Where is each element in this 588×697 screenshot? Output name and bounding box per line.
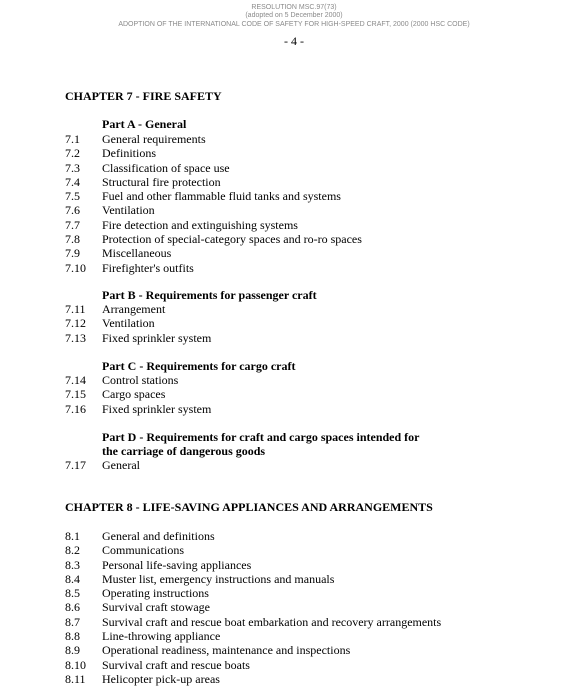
entry-title: Survival craft and rescue boats (102, 657, 250, 672)
part-a-list (0, 132, 588, 275)
toc-entry (0, 161, 588, 175)
entry-number: 7.16 (65, 401, 86, 416)
entry-number: 7.2 (65, 146, 80, 161)
toc-entry (0, 302, 588, 316)
entry-title: Structural fire protection (102, 174, 221, 189)
entry-title: Operational readiness, maintenance and inspections (102, 643, 351, 658)
entry-title: Cargo spaces (102, 387, 166, 402)
part-d-title-line2: the carriage of dangerous goods (102, 444, 266, 458)
entry-title: Protection of special-category spaces and ro-ro spaces (102, 232, 362, 247)
entry-number: 8.6 (65, 600, 80, 615)
toc-entry (0, 218, 588, 232)
toc-entry (0, 402, 588, 416)
entry-title: Ventilation (102, 316, 155, 331)
entry-number: 8.9 (65, 643, 80, 658)
chapter-8-list (0, 529, 588, 686)
page-number: - 4 - (284, 34, 304, 48)
entry-number: 8.7 (65, 614, 80, 629)
entry-number: 8.10 (65, 657, 86, 672)
entry-number: 7.15 (65, 387, 86, 402)
entry-title: Fire detection and extinguishing systems (102, 217, 298, 232)
toc-entry (0, 615, 588, 629)
entry-number: 7.3 (65, 160, 80, 175)
header-resolution: RESOLUTION MSC.97(73) (251, 4, 337, 11)
toc-entry (0, 146, 588, 160)
entry-title: Communications (102, 543, 184, 558)
toc-entry (0, 643, 588, 657)
toc-entry (0, 373, 588, 387)
part-c-title: Part C - Requirements for cargo craft (102, 359, 296, 373)
entry-title: Personal life-saving appliances (102, 557, 252, 572)
toc-entry (0, 572, 588, 586)
entry-number: 7.17 (65, 458, 86, 472)
toc-entry (0, 529, 588, 543)
entry-number: 7.11 (65, 302, 86, 316)
entry-number: 7.7 (65, 217, 80, 232)
header-adopted-date: (adopted on 5 December 2000) (245, 12, 343, 19)
toc-entry (0, 600, 588, 614)
entry-title: General requirements (102, 132, 206, 146)
part-c-list (0, 373, 588, 416)
toc-entry (0, 331, 588, 345)
entry-number: 8.11 (65, 671, 86, 686)
entry-number: 8.2 (65, 543, 80, 558)
part-d-list (0, 458, 588, 472)
entry-title: General and definitions (102, 529, 215, 543)
entry-title: Miscellaneous (102, 246, 172, 261)
toc-entry (0, 175, 588, 189)
entry-title: Control stations (102, 373, 179, 387)
entry-title: Line-throwing appliance (102, 629, 221, 644)
entry-title: General (102, 458, 140, 472)
toc-entry (0, 672, 588, 686)
entry-number: 7.14 (65, 373, 86, 387)
toc-entry (0, 658, 588, 672)
entry-title: Definitions (102, 146, 156, 161)
toc-entry (0, 316, 588, 330)
toc-entry (0, 558, 588, 572)
entry-number: 7.10 (65, 260, 86, 275)
entry-number: 8.5 (65, 586, 80, 601)
entry-title: Firefighter's outfits (102, 260, 194, 275)
entry-title: Survival craft and rescue boat embarkation and recovery arrangements (102, 614, 442, 629)
toc-entry (0, 543, 588, 557)
chapter-7-title: CHAPTER 7 - FIRE SAFETY (65, 89, 222, 103)
toc-entry (0, 261, 588, 275)
entry-number: 7.9 (65, 246, 80, 261)
entry-number: 7.12 (65, 316, 86, 331)
entry-number: 8.1 (65, 529, 80, 543)
entry-title: Helicopter pick-up areas (102, 671, 220, 686)
entry-number: 8.8 (65, 629, 80, 644)
entry-title: Ventilation (102, 203, 155, 218)
entry-title: Fixed sprinkler system (102, 330, 212, 345)
entry-number: 8.4 (65, 571, 80, 586)
toc-entry (0, 246, 588, 260)
entry-title: Survival craft stowage (102, 600, 210, 615)
toc-entry (0, 232, 588, 246)
entry-number: 7.8 (65, 232, 80, 247)
toc-entry (0, 132, 588, 146)
toc-entry (0, 586, 588, 600)
entry-title: Operating instructions (102, 586, 209, 601)
entry-number: 7.13 (65, 330, 86, 345)
entry-number: 7.1 (65, 132, 80, 146)
entry-title: Fixed sprinkler system (102, 401, 212, 416)
entry-number: 7.4 (65, 174, 80, 189)
part-b-list (0, 302, 588, 345)
entry-number: 7.6 (65, 203, 80, 218)
entry-number: 7.5 (65, 189, 80, 204)
part-d-title-line1: Part D - Requirements for craft and cargo spaces intended for (102, 430, 420, 444)
header-code-title: ADOPTION OF THE INTERNATIONAL CODE OF SAFETY FOR HIGH-SPEED CRAFT, 2000 (2000 HSC CODE) (118, 21, 470, 28)
entry-title: Classification of space use (102, 160, 230, 175)
toc-entry (0, 203, 588, 217)
entry-title: Fuel and other flammable fluid tanks and systems (102, 189, 341, 204)
part-b-title: Part B - Requirements for passenger craft (102, 288, 317, 302)
toc-entry (0, 458, 588, 472)
entry-title: Muster list, emergency instructions and manuals (102, 571, 335, 586)
entry-title: Arrangement (102, 302, 166, 316)
toc-entry (0, 189, 588, 203)
part-a-title: Part A - General (102, 117, 187, 131)
chapter-8-title: CHAPTER 8 - LIFE-SAVING APPLIANCES AND ARRANGEMENTS (65, 500, 433, 514)
toc-entry (0, 387, 588, 401)
entry-number: 8.3 (65, 557, 80, 572)
toc-entry (0, 629, 588, 643)
